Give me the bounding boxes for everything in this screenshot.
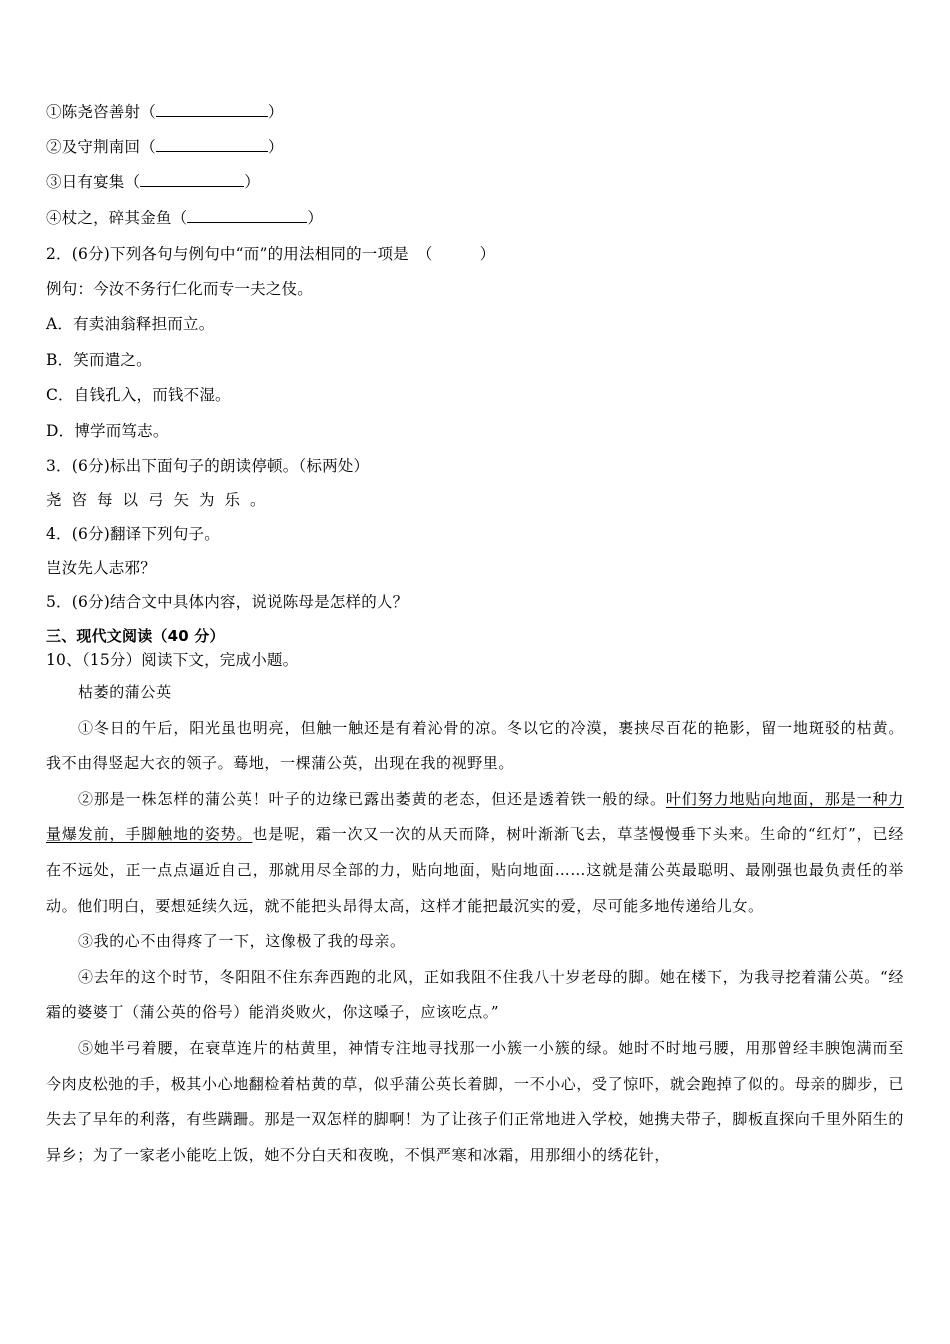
- passage-paragraph-5: ⑤她半弓着腰，在衰草连片的枯黄里，神情专注地寻找那一小簇一小簇的绿。她时不时地弓腰，用那曾经丰腴饱满而至今肉皮松弛的手，极其小心地翻检着枯黄的草，似乎蒲公英长着脚，一不小心，受了惊吓，就会跑掉了似的。母亲的脚步，已失去了早年的利落，有些蹒跚。那是一双怎样的脚啊！为了让孩子们正常地进入学校，她携夫带子，脚板直探向千里外陌生的异乡；为了一家老小能吃上饭，她不分白天和夜晚，不惧严寒和冰霜，用那细小的绣花针，: [46, 1038, 905, 1164]
- answer-blank-1[interactable]: [156, 102, 268, 117]
- answer-blank-2[interactable]: [156, 137, 268, 152]
- question-2-stem: 2．(6分)下列各句与例句中“而”的用法相同的一项是 （ ）: [46, 245, 496, 263]
- item-1: [46, 102, 284, 122]
- item-2-text: ②及守荆南回（: [46, 138, 156, 156]
- passage-paragraph-4: ④去年的这个时节，冬阳阻不住东奔西跑的北风，正如我阻不住我八十岁老母的脚。她在楼下，为我寻挖着蒲公英。“经霜的婆婆丁（蒲公英的俗号）能消炎败火，你这嗓子，应该吃点。”: [46, 967, 904, 1022]
- item-2: [46, 137, 284, 157]
- item-4-text: ④杖之，碎其金鱼（: [46, 209, 188, 227]
- item-4: [46, 208, 323, 228]
- item-3: [46, 172, 260, 192]
- question-2-option-b[interactable]: B．笑而遣之。: [46, 351, 152, 369]
- passage-paragraph-2: [46, 782, 904, 924]
- question-4-stem: 4．(6分)翻译下列句子。: [46, 525, 220, 543]
- passage-title: 枯萎的蒲公英: [78, 683, 172, 701]
- question-3-stem: 3．(6分)标出下面句子的朗读停顿。（标两处）: [46, 457, 370, 475]
- question-5-stem: 5．(6分)结合文中具体内容，说说陈母是怎样的人？: [46, 593, 409, 611]
- answer-blank-3[interactable]: [140, 172, 244, 187]
- question-2-option-c[interactable]: C．自钱孔入，而钱不湿。: [46, 386, 231, 404]
- section-3-heading: 三、现代文阅读（40 分）: [46, 627, 225, 645]
- question-3-sentence: 尧咨每以弓矢为乐。: [46, 491, 276, 509]
- item-3-text: ③日有宴集（: [46, 173, 141, 191]
- underlined-sentence: 叶们努力地贴向地面，那是一种力量爆发前，手脚触地的姿势。: [46, 789, 904, 844]
- reading-passage: [46, 675, 904, 1173]
- question-10-stem: 10、（15分）阅读下文，完成小题。: [46, 651, 299, 669]
- item-4-close: ）: [307, 209, 324, 227]
- paragraph-2-opening: ②那是一株怎样的蒲公英！叶子的边缘已露出萎黄的老态，但还是透着铁一般的绿。: [78, 789, 666, 808]
- item-1-close: ）: [267, 103, 284, 121]
- question-2-option-a[interactable]: A．有卖油翁释担而立。: [46, 315, 215, 333]
- passage-paragraph-3: ③我的心不由得疼了一下，这像极了我的母亲。: [78, 932, 406, 951]
- answer-blank-4[interactable]: [187, 208, 307, 223]
- passage-paragraph-1: ①冬日的午后，阳光虽也明亮，但触一触还是有着沁骨的凉。冬以它的冷漠，裹挟尽百花的艳影，留一地斑驳的枯黄。我不由得竖起大衣的领子。蓦地，一棵蒲公英，出现在我的视野里。: [46, 718, 904, 773]
- paragraph-2-rest: 也是呢，霜一次又一次的从天而降，树叶渐渐飞去，草茎慢慢垂下头来。生命的“红灯”，已经在不远处，正一点点逼近自己，那就用尽全部的力，贴向地面，贴向地面……这就是蒲公英最聪明、最刚强也最负责任的举动。他们明白，要想延续久远，就不能把头昂得太高，这样才能把最沉实的爱，尽可能多地传递给儿女。: [46, 825, 904, 915]
- item-2-close: ）: [267, 138, 284, 156]
- question-2-example: 例句：今汝不务行仁化而专一夫之伎。: [46, 280, 313, 298]
- question-2-option-d[interactable]: D．博学而笃志。: [46, 422, 169, 440]
- item-3-close: ）: [244, 173, 260, 191]
- question-4-sentence: 岂汝先人志邪？: [46, 559, 156, 577]
- item-1-text: ①陈尧咨善射（: [46, 103, 156, 121]
